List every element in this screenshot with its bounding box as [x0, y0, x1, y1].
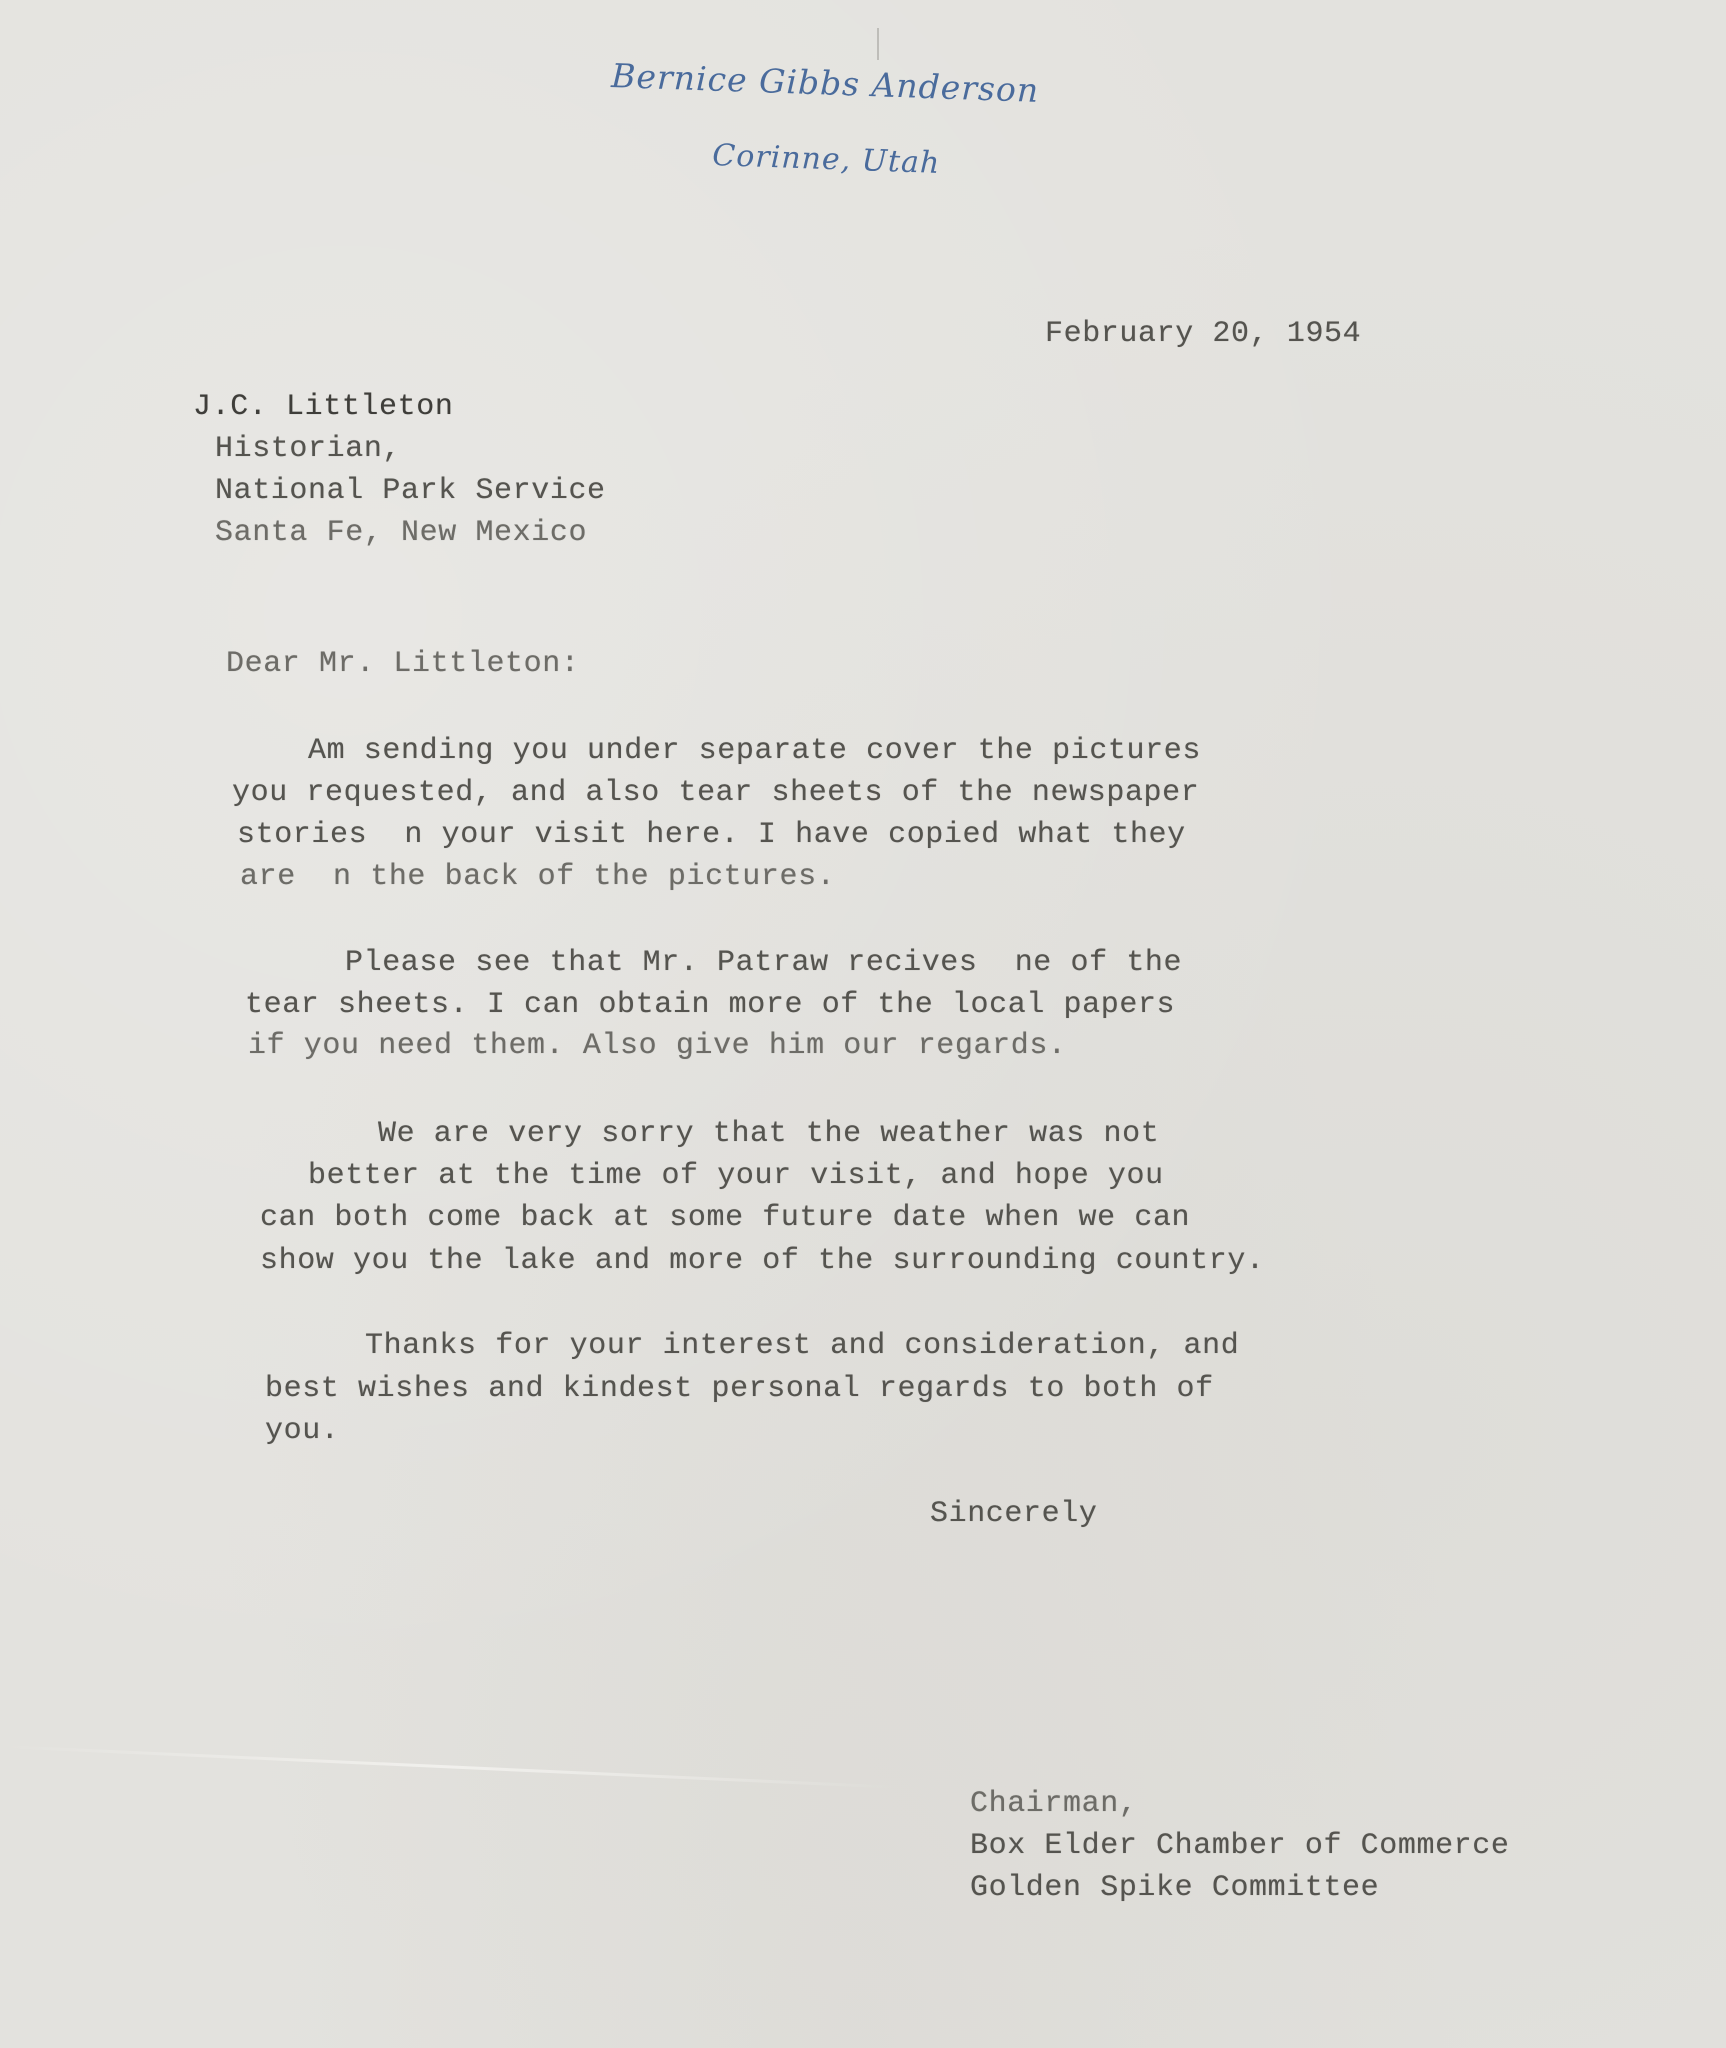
paragraph-line: are n the back of the pictures.: [240, 860, 836, 894]
paragraph-line: can both come back at some future date when we can: [260, 1201, 1191, 1235]
recipient-organization: National Park Service: [215, 474, 606, 508]
paragraph-line: show you the lake and more of the surrounding country.: [260, 1244, 1265, 1278]
paragraph-line: stories n your visit here. I have copied what they: [237, 818, 1186, 852]
recipient-name: J.C. Littleton: [193, 390, 454, 424]
letterhead-location: Corinne, Utah: [711, 138, 941, 181]
closing: Sincerely: [930, 1497, 1098, 1531]
paragraph-line: We are very sorry that the weather was not: [378, 1117, 1160, 1151]
paragraph-line: if you need them. Also give him our regards.: [248, 1029, 1067, 1063]
recipient-title: Historian,: [215, 432, 402, 466]
signature-organization: Box Elder Chamber of Commerce: [970, 1829, 1510, 1863]
paper-crease: [877, 28, 879, 60]
paragraph-line: Am sending you under separate cover the pictures: [308, 734, 1201, 768]
signature-committee: Golden Spike Committee: [970, 1871, 1380, 1905]
letter-date: February 20, 1954: [1045, 317, 1362, 351]
paragraph-line: you requested, and also tear sheets of the newspaper: [232, 776, 1200, 810]
fold-line: [0, 1745, 899, 1789]
letterhead-name: Bernice Gibbs Anderson: [610, 56, 1040, 110]
paragraph-line: Thanks for your interest and consideration, and: [365, 1329, 1240, 1363]
recipient-city: Santa Fe, New Mexico: [215, 516, 588, 550]
paragraph-line: tear sheets. I can obtain more of the local papers: [245, 988, 1176, 1022]
paragraph-line: Please see that Mr. Patraw recives ne of the: [345, 946, 1183, 980]
paragraph-line: better at the time of your visit, and hope you: [308, 1159, 1164, 1193]
signature-title: Chairman,: [970, 1787, 1138, 1821]
paragraph-line: best wishes and kindest personal regards to both of: [265, 1372, 1214, 1406]
salutation: Dear Mr. Littleton:: [226, 647, 580, 681]
paragraph-line: you.: [265, 1414, 340, 1448]
